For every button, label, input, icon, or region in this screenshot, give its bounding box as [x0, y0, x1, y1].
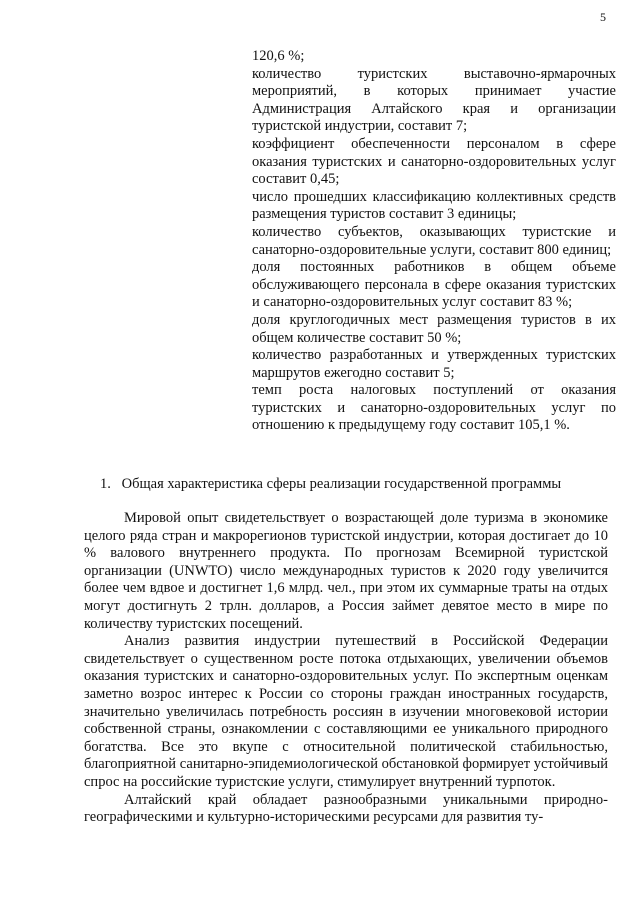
section-title: Общая характеристика сферы реализации государственной программы — [121, 476, 562, 492]
indicator-item: темп роста налоговых поступлений от оказания туристских и санаторно-оздоровительных услуг по отношению к предыдущему году составит 105,1 %. — [252, 382, 616, 434]
indicator-list — [252, 48, 616, 435]
page-number: 5 — [600, 10, 606, 24]
paragraph: Мировой опыт свидетельствует о возрастающей доле туризма в экономике целого ряда стран и макрорегионов туристской индустрии, которая достигает до 10 % валового внутреннего продукта. По прогнозам Всемирной туристской организации (UNWTO) число международных туристов к 2020 году увеличится более чем вдвое и достигнет 1,6 млрд. чел., при этом их суммарные траты на отдых могут достигнуть 2 трлн. долларов, а Россия займет девятое место в мире по количеству туристских посещений. — [84, 510, 608, 632]
body-text — [84, 510, 608, 827]
paragraph: Анализ развития индустрии путешествий в Российской Федерации свидетельствует о существенном росте потока отдыхающих, увеличении объемов оказания туристских и санаторно-оздоровительных услуг. По экспертным оценкам заметно возрос интерес к России со стороны граждан иностранных государств, значительно увеличилась потребность россиян в изучении многовековой истории собственной страны, ознакомлении с составляющими ее уникального природного богатства. Все это вкупе с относительной политической стабильностью, благоприятной санитарно-эпидемиологической обстановкой формирует устойчивый спрос на российские туристские услуги, стимулирует внутренний турпоток. — [84, 633, 608, 790]
indicator-item: количество туристских выставочно-ярмарочных мероприятий, в которых принимает участие Администрация Алтайского края и организации туристской индустрии, составит 7; — [252, 65, 616, 135]
indicator-item: доля постоянных работников в общем объеме обслуживающего персонала в сфере оказания туристских и санаторно-оздоровительных услуг составит 83 %; — [252, 259, 616, 311]
indicator-item: доля круглогодичных мест размещения туристов в их общем количестве составит 50 %; — [252, 311, 616, 346]
indicator-item: коэффициент обеспеченности персоналом в сфере оказания туристских и санаторно-оздоровительных услуг составит 0,45; — [252, 135, 616, 188]
indicator-item: число прошедших классификацию коллективных средств размещения туристов составит 3 единицы; — [252, 188, 616, 223]
paragraph: Алтайский край обладает разнообразными уникальными природно-географическими и культурно-историческими ресурсами для развития ту- — [84, 791, 608, 826]
section-number: 1. — [100, 476, 111, 492]
indicator-item: количество субъектов, оказывающих туристские и санаторно-оздоровительные услуги, составит 800 единиц; — [252, 223, 616, 258]
section-heading — [100, 475, 620, 493]
indicator-item: количество разработанных и утвержденных туристских маршрутов ежегодно составит 5; — [252, 347, 616, 381]
indicator-item: 120,6 %; — [252, 48, 305, 64]
